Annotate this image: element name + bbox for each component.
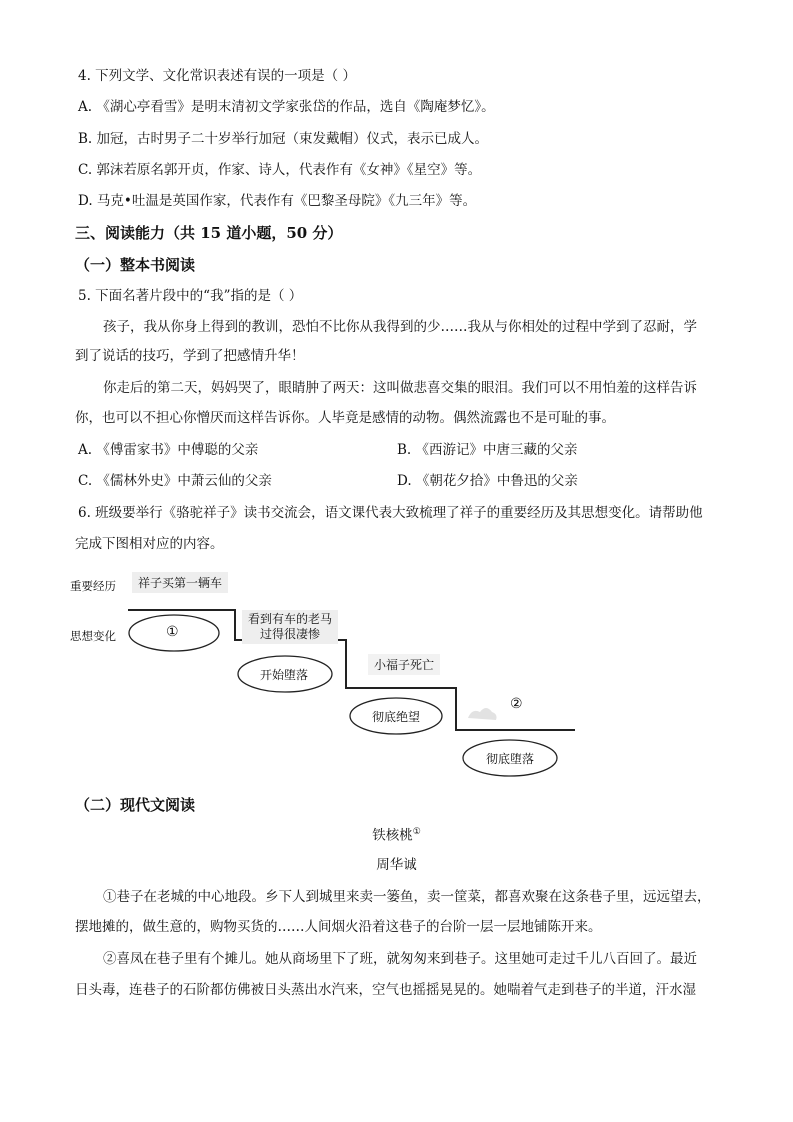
experience-diagram [70, 568, 590, 788]
cloud-decoration [468, 708, 497, 720]
event-box-3: 小福子死亡 [368, 654, 440, 675]
q5-passage-line: 到了说话的技巧，学到了把感情升华！ [75, 348, 305, 364]
section-title: 三、阅读能力（共 15 道小题，50 分） [75, 224, 343, 242]
article-paragraph-line: ①巷子在老城的中心地段。乡下人到城里来卖一篓鱼，卖一筐菜，都喜欢聚在这条巷子里，远远望去， [103, 889, 711, 905]
thought-blank-1: ① [166, 624, 179, 640]
q5-option-d: D. 《朝花夕拾》中鲁迅的父亲 [397, 473, 578, 489]
part2-title: （二）现代文阅读 [75, 796, 196, 814]
thought-label-4: 彻底堕落 [486, 752, 535, 766]
article-paragraph-line: ②喜凤在巷子里有个摊儿。她从商场里下了班，就匆匆来到巷子。这里她可走过千儿八百回了。最近 [103, 951, 697, 967]
event-box-1: 祥子买第一辆车 [132, 572, 228, 593]
article-title: 铁核桃 [372, 827, 413, 844]
q5-stem: 5. 下面名著片段中的“我”指的是（ ） [78, 288, 303, 304]
q4-stem: 4. 下列文学、文化常识表述有误的一项是（ ） [78, 68, 356, 84]
part1-title: （一）整本书阅读 [75, 256, 196, 274]
article-paragraph-line: 摆地摊的，做生意的，购物买货的……人间烟火沿着这巷子的台阶一层一层地铺陈开来。 [75, 919, 602, 935]
label-experience: 重要经历 [70, 579, 116, 593]
thought-label-2: 开始堕落 [260, 668, 309, 682]
q4-option-a: A. 《湖心亭看雪》是明末清初文学家张岱的作品，选自《陶庵梦忆》。 [78, 99, 495, 115]
q4-option-d: D. 马克•吐温是英国作家，代表作有《巴黎圣母院》《九三年》等。 [78, 193, 477, 209]
article-title-line [0, 822, 793, 846]
q5-passage-line: 孩子，我从你身上得到的教训，恐怕不比你从我得到的少……我从与你相处的过程中学到了忍耐，学 [103, 319, 697, 335]
label-thought: 思想变化 [70, 629, 116, 643]
event-blank-2: ② [510, 696, 523, 712]
q5-option-c: C. 《儒林外史》中萧云仙的父亲 [78, 473, 272, 489]
q6-stem: 6. 班级要举行《骆驼祥子》读书交流会，语文课代表大致梳理了祥子的重要经历及其思想变化。请帮助他 [78, 505, 703, 521]
article-paragraph-line: 日头毒，连巷子的石阶都仿佛被日头蒸出水汽来，空气也摇摇晃晃的。她喘着气走到巷子的半道，汗水湿 [75, 982, 696, 998]
thought-label-3: 彻底绝望 [372, 710, 421, 724]
q4-option-c: C. 郭沫若原名郭开贞，作家、诗人，代表作有《女神》《星空》等。 [78, 162, 482, 178]
event-box-2: 看到有车的老马 过得很凄惨 [242, 610, 338, 644]
q4-option-b: B. 加冠，古时男子二十岁举行加冠（束发戴帽）仪式，表示已成人。 [78, 131, 489, 147]
q5-passage-line: 你，也可以不担心你憎厌而这样告诉你。人毕竟是感情的动物。偶然流露也不是可耻的事。 [75, 410, 615, 426]
q5-option-a: A. 《傅雷家书》中傅聪的父亲 [78, 442, 259, 458]
q5-option-b: B. 《西游记》中唐三藏的父亲 [397, 442, 578, 458]
q5-passage-line: 你走后的第二天，妈妈哭了，眼睛肿了两天：这叫做悲喜交集的眼泪。我们可以不用怕羞的这样告诉 [103, 380, 697, 396]
q6-stem: 完成下图相对应的内容。 [75, 536, 224, 552]
footnote-mark: ① [412, 827, 421, 837]
article-author: 周华诚 [376, 857, 417, 873]
